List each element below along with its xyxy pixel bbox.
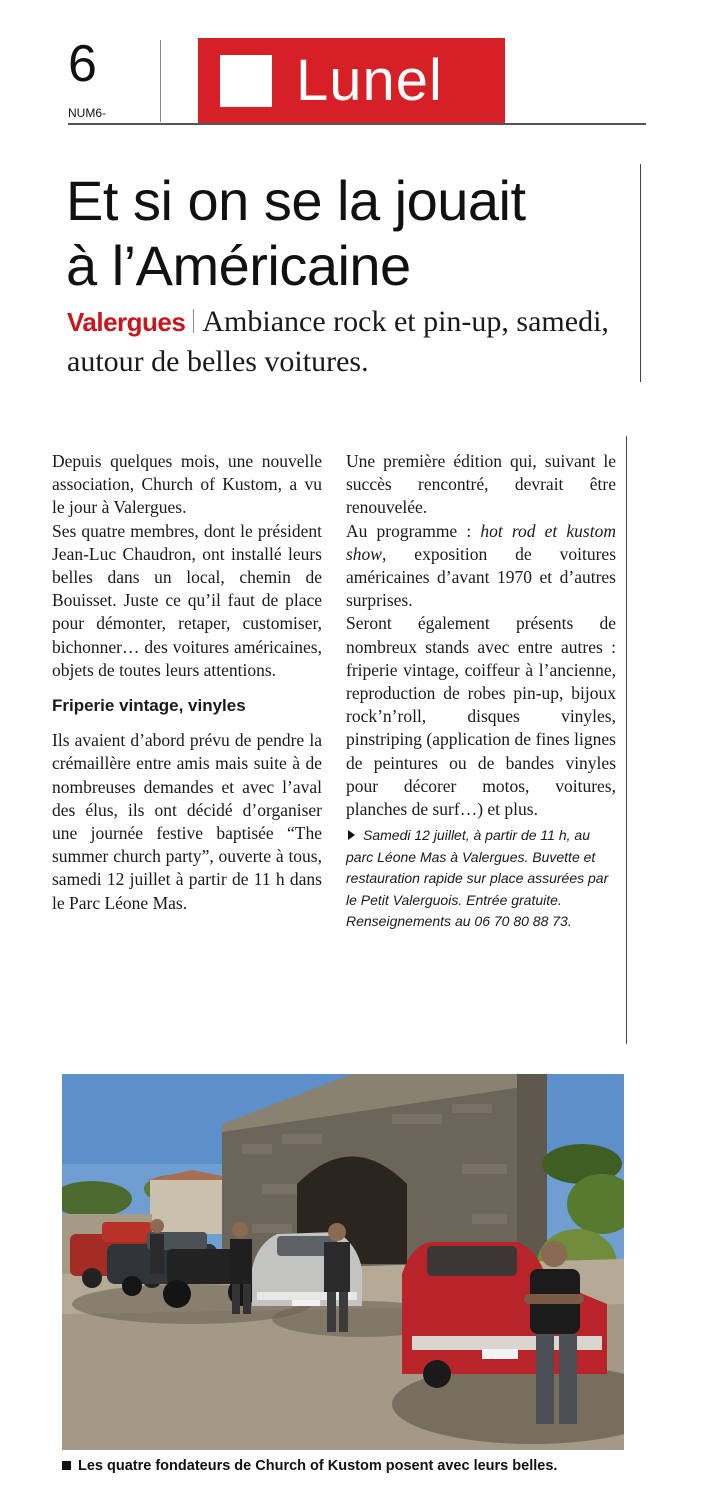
programme-rest: , exposition de voitures américaines d’avant 1970 et d’autres surprises.	[346, 543, 616, 611]
paragraph: Ses quatre membres, dont le président Jean-Luc Chaudron, ont installé leurs belles dans un local, chemin de Bouisset. Juste ce qu’il faut de place pour démonter, retaper, customiser, bichonner… des voitures américaines, objets de toutes leurs attentions.	[52, 520, 322, 680]
article-column-1	[52, 450, 322, 915]
page-number: 6	[68, 35, 97, 93]
headline	[66, 168, 636, 298]
caption-text: Les quatre fondateurs de Church of Kustom posent avec leurs belles.	[78, 1458, 558, 1474]
subheadline-block	[67, 302, 637, 382]
edition-code: NUM6-	[68, 106, 106, 120]
programme-lead: Au programme :	[346, 520, 472, 541]
paragraph: Ils avaient d’abord prévu de pendre la crémaillère entre amis mais suite à de nombreuses demandes et avec l’aval des élus, ils ont décidé d’organiser une journée festive baptisée “The summer church party”, ouverte à tous, samedi 12 juillet à partir de 11 h dans le Parc Léone Mas.	[52, 730, 322, 913]
article-photo	[62, 1074, 624, 1450]
subheadline: Ambiance rock et pin-up, samedi, autour de belles voitures.	[67, 305, 609, 378]
paragraph: Depuis quelques mois, une nouvelle association, Church of Kustom, a vu le jour à Valergues.	[52, 451, 322, 518]
section-banner	[198, 38, 505, 123]
headline-line-2: à l’Américaine	[66, 234, 411, 297]
headline-line-1: Et si on se la jouait	[66, 169, 526, 232]
paragraph: Seront également présents de nombreux stands avec entre autres : friperie vintage, coiffeur à l’ancienne, reproduction de robes pin-up, bijoux rock’n’roll, disques vinyles, pinstriping (application de fines lignes de peintures ou de bandes vinyles pour décorer motos, voitures, planches de surf…) et plus.	[346, 613, 616, 820]
article-column-2	[346, 450, 616, 933]
header-divider	[160, 40, 161, 122]
practical-info	[346, 825, 616, 933]
section-name: Lunel	[296, 47, 443, 113]
header-rule	[68, 123, 646, 125]
bullet-triangle-icon	[348, 830, 355, 840]
column-divider	[626, 436, 627, 1044]
programme-italic: hot rod et kustom show	[346, 520, 616, 564]
paragraph: Une première édition qui, suivant le succès rencontré, devrait être renouvelée.	[346, 451, 616, 518]
paragraph-programme	[346, 520, 616, 613]
intertitle: Friperie vintage, vinyles	[52, 696, 246, 716]
photo-image	[62, 1074, 624, 1450]
headline-divider	[640, 164, 641, 382]
practical-info-text: Samedi 12 juillet, à partir de 11 h, au parc Léone Mas à Valergues. Buvette et restauration rapide sur place assurées par le Petit Valerguois. Entrée gratuite. Renseignements au 06 70 80 88 73.	[346, 827, 609, 930]
place-separator	[193, 309, 194, 333]
place-label: Valergues	[67, 307, 186, 337]
caption-square-icon	[62, 1461, 71, 1470]
photo-caption	[62, 1458, 662, 1474]
section-square-icon	[220, 55, 272, 107]
